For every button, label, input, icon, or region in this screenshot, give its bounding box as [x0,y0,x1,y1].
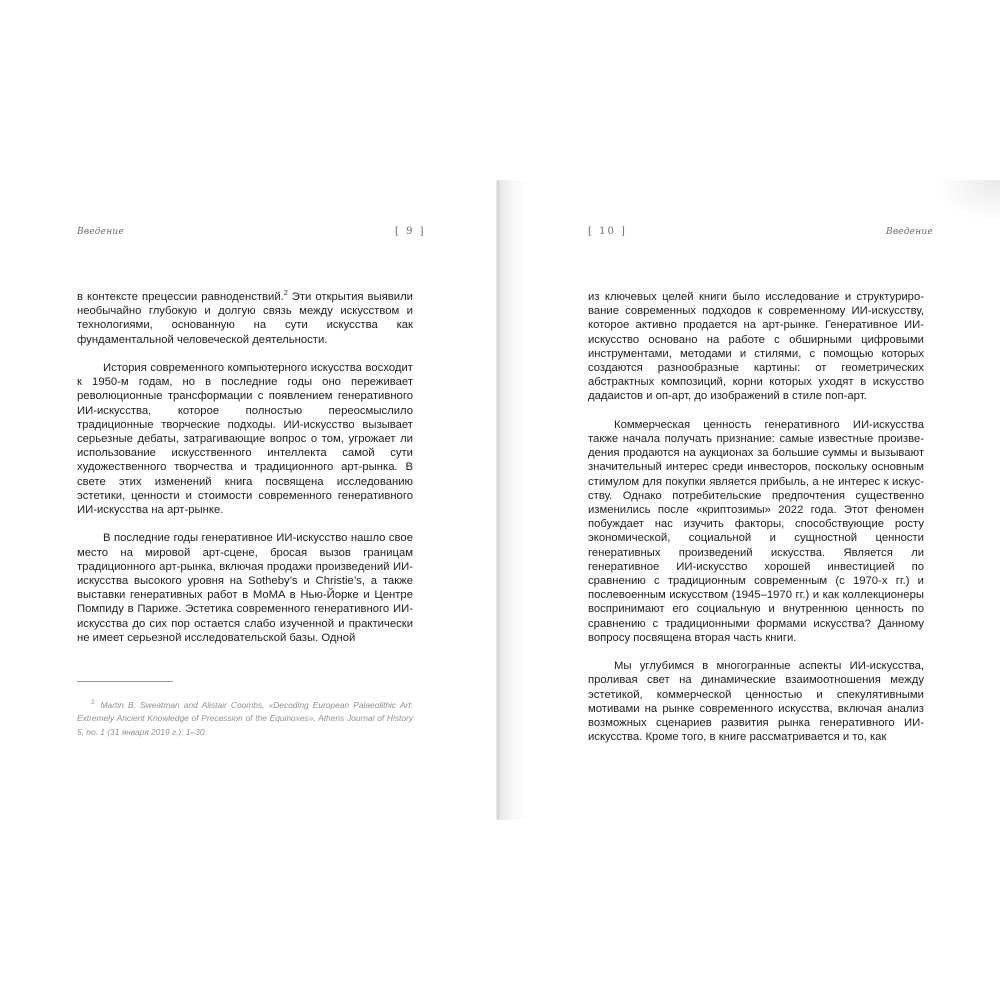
right-body-text [588,290,924,744]
book-gutter [496,180,500,820]
footnote-text: Martin B. Sweatman and Alistair Coombs, «Decoding European Palaeolithic Art: Extremely Ancient Knowledge of Precession of the Equinoxes», Athens Journal of History 5, no. 1 (31 января 2019 г.): 1–30. [77,699,413,737]
paragraph-text: в контексте прецессии равноденствий. [77,291,284,303]
left-page [50,180,498,820]
paragraph-text: Эти открытия выявили необычайно глубокую и долгую связь между искусством и технологиями, основанную на сути искусства как фундаментальной человеческой деятельности. [77,291,413,346]
left-body-text [77,290,413,645]
paragraph [77,290,413,347]
paragraph: из ключевых целей книги было исследование и структурирование современных подходов к современному ИИ-искусству, которое активно продается на арт-рынке. Генеративное ИИ-искусство основано на работе с обширными цифровыми инструментами, методами и стилями, с помощью которых создаются разнообразные картины: от геометрических абстрактных композиций, корни которых уходят в искусство дадаистов и оп-арт, до изображений в стиле поп-арт. [588,291,924,403]
footnote-reference[interactable]: 2 [283,290,288,298]
page-number-right: [ 10 ] [588,226,627,237]
running-head-left: Введение [77,227,124,237]
paragraph: Мы углубимся в многогранные аспекты ИИ-искусства, проливая свет на динамические взаимоотношения между эстетикой, коммерческой ценностью и спекулятивными мотивами на рынке современного искусства, включая анализ возможных сценариев развития рынка генеративного ИИ-искусства. Кроме того, в книге рассматривается и то, как [588,660,924,744]
page-number-left: [ 9 ] [395,226,426,237]
paragraph: В последние годы генеративное ИИ-искусство нашло свое место на мировой арт-сцене, бросая вызов границам традиционного арт-рынка, включая продажи произведений ИИ-искусства высокого уровня на Sotheby’s и Christie’s, а также выставки генеративных работ в MoMA в Нью-Йорке и Центре Помпиду в Париже. Эстетика современного генеративного ИИ-искусства до сих пор остается слабо изученной и практически не имеет серьезной исследовательской базы. Одной [77,532,413,644]
footnote [77,696,413,740]
footnote-divider [77,681,173,682]
paragraph: История современного компьютерного искусства восходит к 1950-м годам, но в последние годы оно переживает революционные трансформации с появлением генеративного ИИ-искусства, которое полностью переосмыслило традиционные творческие подходы. ИИ-искусство вызывает серьезные дебаты, затрагивающие вопрос о том, угрожает ли использование искусственного интеллекта самой сути художественного творчества и традиционного арт-рынка. В свете этих изменений книга посвящена исследованию эстетики, ценности и стоимости современного генеративного ИИ-искусства на арт-рынке. [77,362,413,517]
footnote-number: 2 [91,699,95,706]
right-page [500,180,968,820]
running-head-right: Введение [886,227,933,237]
page-corner-shadow [940,180,1000,220]
paragraph: Коммерческая ценность генеративного ИИ-искусства также начала получать признание: самые известные произведения продаются на аукционах за большие суммы и вызывают значительный интерес среди инвесторов, поскольку основным стимулом для покупки является прибыль, а не интерес к искусству. Однако потребительские предпочтения существенно изменились после «криптозимы» 2022 года. Этот феномен побуждает нас изучить факторы, способствующие росту экономической, социальной и сущностной ценности генеративных произведений искусства. Является ли генеративное ИИ-искусство хорошей инвестицией по сравнению с традиционным современным (с 1970-х гг.) и послевоенным искусством (1945–1970 гг.) и как коллекционеры воспринимают его социальную и внутреннюю ценность по сравнению с традиционными формами искусства? Данному вопросу посвящена вторая часть книги. [588,418,924,644]
